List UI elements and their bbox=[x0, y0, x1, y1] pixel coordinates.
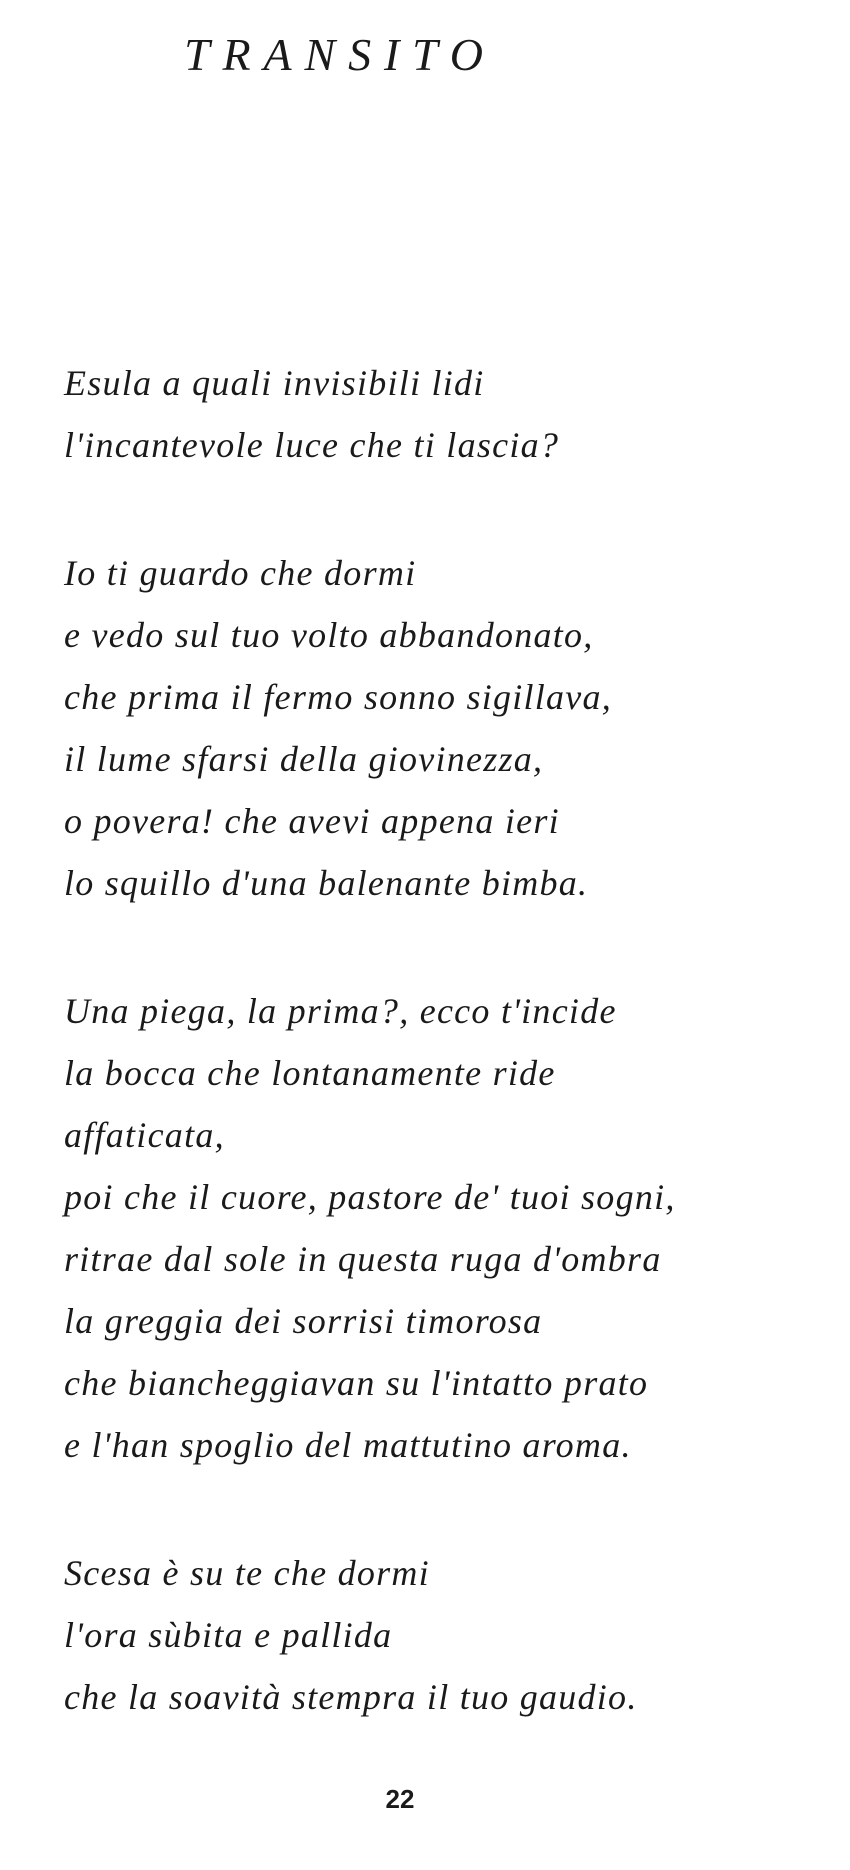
verse-line: poi che il cuore, pastore de' tuoi sogni, bbox=[64, 1177, 676, 1217]
page-number: 22 bbox=[385, 1784, 415, 1814]
verse-line: e l'han spoglio del mattutino aroma. bbox=[64, 1425, 632, 1465]
poem-body bbox=[64, 352, 804, 1728]
stanza-4 bbox=[64, 1542, 804, 1728]
stanza-3 bbox=[64, 980, 804, 1476]
verse-line: Esula a quali invisibili lidi bbox=[64, 363, 485, 403]
verse-line: ritrae dal sole in questa ruga d'ombra bbox=[64, 1239, 662, 1279]
verse-line: Scesa è su te che dormi bbox=[64, 1553, 430, 1593]
poem-title: TRANSITO bbox=[184, 29, 496, 80]
verse-line: la bocca che lontanamente ride bbox=[64, 1053, 556, 1093]
verse-line: che la soavità stempra il tuo gaudio. bbox=[64, 1677, 638, 1717]
verse-line: affaticata, bbox=[64, 1115, 225, 1155]
verse-line: Io ti guardo che dormi bbox=[64, 553, 417, 593]
verse-line: che biancheggiavan su l'intatto prato bbox=[64, 1363, 649, 1403]
verse-line: l'ora sùbita e pallida bbox=[64, 1615, 393, 1655]
verse-line: e vedo sul tuo volto abbandonato, bbox=[64, 615, 594, 655]
verse-line: la greggia dei sorrisi timorosa bbox=[64, 1301, 543, 1341]
verse-line: che prima il fermo sonno sigillava, bbox=[64, 677, 613, 717]
stanza-1 bbox=[64, 352, 804, 476]
verse-line: il lume sfarsi della giovinezza, bbox=[64, 739, 544, 779]
verse-line: Una piega, la prima?, ecco t'incide bbox=[64, 991, 617, 1031]
verse-line: lo squillo d'una balenante bimba. bbox=[64, 863, 589, 903]
verse-line: o povera! che avevi appena ieri bbox=[64, 801, 560, 841]
verse-line: l'incantevole luce che ti lascia? bbox=[64, 425, 560, 465]
stanza-2 bbox=[64, 542, 804, 914]
